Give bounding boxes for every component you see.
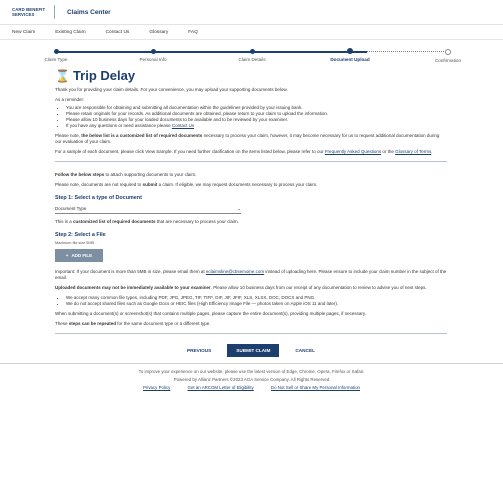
page-title-text: Trip Delay — [72, 68, 136, 83]
sample-suffix: . — [431, 149, 433, 154]
hourglass-icon: ⌛ — [55, 68, 70, 83]
progress-step-confirmation — [418, 40, 478, 63]
chevron-down-icon: ⌄ — [237, 206, 241, 211]
do-not-sell-link[interactable]: Do Not Sell or Share My Personal Information — [270, 385, 360, 390]
app-title: Claims Center — [67, 8, 111, 16]
optional-docs-text — [55, 182, 447, 188]
important-note — [55, 269, 447, 281]
important-suffix: instead of uploading here. Please ensure to include your claim number in the subject of the email. — [55, 269, 447, 280]
note-bold: the below list is a customized list of required documents — [81, 133, 203, 138]
availability-bold: Uploaded documents may not be immediately available to your examiner — [55, 285, 211, 290]
submit-claim-button[interactable]: SUBMIT CLAIM — [227, 344, 279, 357]
custom-prefix: This is a — [55, 219, 74, 224]
document-type-select[interactable] — [55, 204, 241, 214]
progress-step-claim-type — [26, 40, 86, 62]
follow-steps-text — [55, 172, 447, 178]
browser-note: To improve your experience on our website, please use the latest version of Edge, Chrome, Opera, Firefox or Safari. — [138, 369, 365, 374]
logo-divider — [54, 5, 55, 19]
page-title — [55, 68, 447, 83]
email-link[interactable]: eclaimsline@cbsemoine.com — [205, 269, 265, 274]
sample-prefix: For a sample of each document, please click View Sample. If you need further clarification on the items listed below, please refer to our — [55, 149, 325, 154]
cancel-button[interactable]: CANCEL — [295, 348, 315, 353]
nav-glossary[interactable]: Glossary — [149, 29, 169, 35]
repeat-suffix: for the same document type or a different type. — [116, 321, 211, 326]
action-buttons — [55, 344, 447, 357]
important-prefix: Important: If your document is more than 5MB in size, please email them at — [55, 269, 206, 274]
step-label: Personal Info — [139, 56, 167, 62]
step-label: Claim Details — [238, 56, 266, 62]
nav-faq[interactable]: FAQ — [188, 29, 198, 35]
contact-prefix: If you have any questions or need assistance please — [66, 123, 172, 128]
availability-note — [55, 285, 447, 291]
progress-step-document-upload — [320, 40, 380, 62]
availability-rest: . Please allow 10 business days from our receipt of any documentation to review to advise you of next steps. — [210, 285, 427, 290]
follow-bold: Follow the below steps — [55, 172, 105, 177]
select-placeholder: Document Type — [55, 206, 87, 211]
intro-text: Thank you for providing your claim details. For your convenience, you may upload your supporting documents below. — [55, 87, 288, 92]
sample-mid: or the — [381, 149, 396, 154]
max-file-size: Maximum file size 5MB — [55, 241, 95, 245]
step-dot-future — [445, 49, 451, 55]
repeat-bold: steps can be repeated — [68, 321, 117, 326]
optional-bold: submit — [142, 182, 158, 187]
main-content — [0, 68, 503, 357]
main-nav — [0, 25, 503, 40]
contact-us-link[interactable]: Contact Us — [171, 123, 195, 128]
plus-icon: + — [65, 253, 69, 258]
reminder-list — [55, 105, 447, 129]
custom-suffix: that are necessary to process your claim. — [155, 219, 239, 224]
section-divider — [55, 161, 447, 162]
list-item — [66, 123, 447, 129]
step-dot — [54, 49, 59, 54]
file-format-list — [55, 295, 447, 307]
footer — [0, 368, 503, 392]
optional-prefix: Please note, documents are not required to — [55, 182, 143, 187]
progress-step-personal-info — [123, 40, 183, 62]
footer-links — [0, 384, 503, 392]
step-label: Confirmation — [434, 57, 462, 63]
claim-progress-tracker — [0, 40, 503, 66]
multi-page-note: When submitting a document(s) or screenshot(s) that contains multiple pages, please capture the entire document(s), providing multiple pages, if necessary. — [55, 311, 367, 316]
privacy-policy-link[interactable]: Privacy Policy — [142, 385, 171, 390]
step2-title: Step 2: Select a File — [55, 232, 106, 238]
list-item: • You are responsible for obtaining and submitting all documentation within the guidelines provided by your issuing bank. — [66, 105, 447, 111]
actions-divider — [55, 333, 447, 334]
company-logo[interactable] — [12, 7, 50, 17]
eligibility-letter-link[interactable]: Get an ARCOM Letter of Eligibility — [187, 385, 254, 390]
optional-suffix: a claim. If eligible, we may request documents necessary to process your claim. — [157, 182, 318, 187]
required-docs-note — [55, 133, 447, 145]
top-header — [0, 0, 503, 25]
step1-title: Step 1: Select a type of Document — [55, 195, 142, 201]
nav-existing-claim[interactable]: Existing Claim — [55, 29, 86, 35]
reminder-label: As a reminder: — [55, 97, 85, 102]
custom-list-note — [55, 219, 447, 225]
step-dot-current — [347, 48, 353, 54]
copyright: Powered by Allianz Partners ©2023 AGA Service Company. All Rights Reserved — [173, 377, 330, 382]
repeat-note — [55, 321, 447, 327]
glossary-link[interactable]: Glossary of Terms — [395, 149, 432, 154]
nav-new-claim[interactable]: New Claim — [12, 29, 36, 35]
list-item: • Please allow 10 business days for your loaded documents to be available and to be reviewed by your examiner. — [66, 117, 447, 123]
repeat-prefix: These — [55, 321, 69, 326]
step-label: Claim Type — [44, 56, 68, 62]
faq-link[interactable]: Frequently Asked Questions — [324, 149, 382, 154]
follow-rest: to attach supporting documents to your claim. — [104, 172, 197, 177]
progress-step-claim-details — [222, 40, 282, 62]
step-dot — [250, 49, 255, 54]
step-dot — [151, 49, 156, 54]
list-item: • We accept many common file types, including PDF, JPG, JPEG, TIF, TIFF, GIF, JIF, JFIF, XLS, XLSX, DOC, DOCX and PNG. — [66, 295, 447, 301]
list-item: • Please retain originals for your records. As additional documents are obtained, please return to your claim to upload the information. — [66, 111, 447, 117]
step-label-current: Document Upload — [330, 57, 370, 62]
custom-bold: customized list of required documents — [73, 219, 156, 224]
note-prefix: Please note, — [55, 133, 82, 138]
sample-note — [55, 149, 447, 155]
logo-line-1: CARD BENEFIT — [12, 7, 46, 12]
list-item: • We do not accept shared files such as Google Docs or HEIC files (High Efficiency Image File — photos taken on Apple iOS 11 and later). — [66, 301, 447, 307]
previous-button[interactable]: PREVIOUS — [187, 348, 212, 353]
add-file-label: ADD FILE — [71, 253, 93, 258]
add-file-button[interactable] — [55, 249, 103, 262]
footer-divider — [0, 363, 503, 364]
note-suffix: necessary to process your claim, however, it may become necessary for us to request additional documentation during our evaluation of your claim. — [55, 133, 440, 144]
nav-contact-us[interactable]: Contact Us — [105, 29, 130, 35]
logo-line-2: SERVICES — [12, 12, 35, 17]
